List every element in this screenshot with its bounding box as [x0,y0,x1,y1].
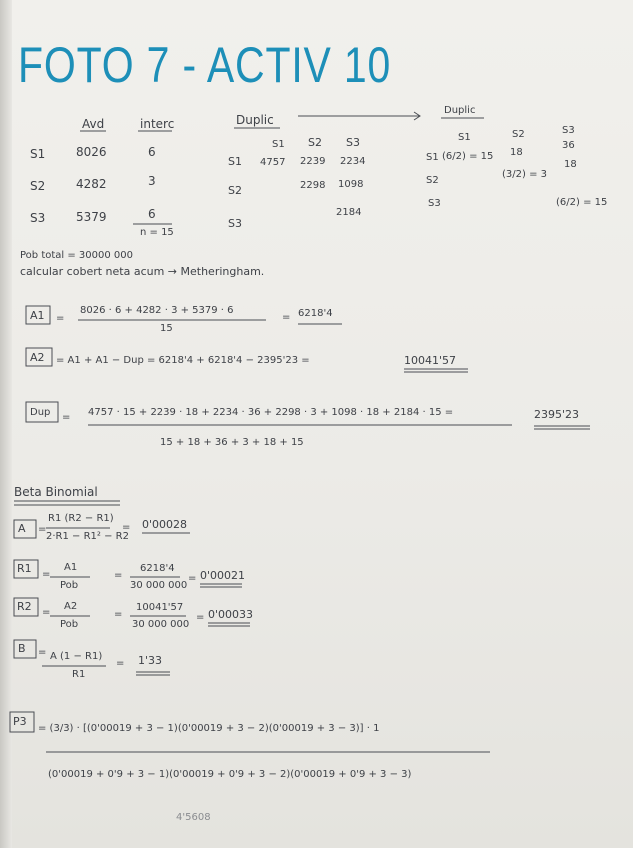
r2-result: 0'00033 [208,608,254,621]
a1-result: 6218'4 [298,308,333,319]
t2-r1-c1: 4757 [260,157,286,168]
r1-den: Pob [60,580,79,591]
avd-s1: 8026 [76,145,107,159]
interc-s2: 3 [148,174,156,188]
t3-r1-c2: 18 [510,147,523,158]
t2-col-s2: S2 [308,136,322,149]
n-note: n = 15 [140,227,174,238]
duplic-header: Duplic [236,113,274,127]
b-denominator: R1 [72,669,86,680]
a1-label: A1 [30,309,45,322]
r1-result: 0'00021 [200,569,246,582]
dup-numerator: 4757 · 15 + 2239 · 18 + 2234 · 36 + 2298 · 3 + 1098 · 18 + 2184 · 15 = [88,407,454,418]
calc-text: calcular cobert neta acum → Metheringham. [20,265,265,278]
t3-r1b: 18 [564,159,577,170]
dup-denominator: 15 + 18 + 36 + 3 + 18 + 15 [160,437,304,448]
t2-r1-c3: 2234 [340,156,366,167]
a1-denominator: 15 [160,323,173,334]
t2-row-s2: S2 [228,184,242,197]
p3-numerator: = (3/3) · [(0'00019 + 3 − 1)(0'00019 + 3 − 2)(0'00019 + 3 − 3)] · 1 [38,723,380,734]
t2-r3-c3: 2184 [336,207,362,218]
r2-num2: 10041'57 [136,602,184,613]
col-header-interc: interc [140,117,175,131]
a1-numerator: 8026 · 6 + 4282 · 3 + 5379 · 6 [80,305,234,316]
a2-result: 10041'57 [404,354,457,367]
r2-label: R2 [17,600,32,613]
dup-label: Dup [30,407,51,418]
row-label-s1: S1 [30,147,46,161]
interc-s3: 6 [148,207,156,221]
dup-result: 2395'23 [534,408,580,421]
b-result: 1'33 [138,654,163,667]
p3-label: P3 [13,715,27,728]
a2-label: A2 [30,351,45,364]
b-label: B [18,642,26,655]
r2-den: Pob [60,619,79,630]
t3-r1-c3: 36 [562,140,575,151]
t2-r2-c3: 1098 [338,179,364,190]
t2-col-s1: S1 [272,139,285,150]
beta-heading: Beta Binomial [14,485,98,499]
t3-r1-c1: (6/2) = 15 [442,151,494,162]
interc-s1: 6 [148,145,156,159]
t3-r3: (6/2) = 15 [556,197,608,208]
a-result: 0'00028 [142,518,188,531]
pob-total: Pob total = 30000 000 [20,250,133,261]
r2-num: A2 [64,601,78,612]
r1-label: R1 [17,562,32,575]
avd-s3: 5379 [76,210,107,224]
t3-row-s3: S3 [428,198,441,209]
b-numerator: A (1 − R1) [50,651,103,662]
duplic-header-2: Duplic [444,105,476,116]
a2-expression: = A1 + A1 − Dup = 6218'4 + 6218'4 − 2395'23 = [56,355,310,366]
a-numerator: R1 (R2 − R1) [48,513,114,524]
t2-col-s3: S3 [346,136,360,149]
t3-r2: (3/2) = 3 [502,169,547,180]
p3-faint-result: 4'5608 [176,812,211,823]
row-label-s2: S2 [30,179,46,193]
t3-row-s1: S1 [426,152,439,163]
p3-denominator: (0'00019 + 0'9 + 3 − 1)(0'00019 + 0'9 + 3 − 2)(0'00019 + 0'9 + 3 − 3) [48,769,412,780]
t3-col-s3: S3 [562,125,575,136]
t3-col-s1: S1 [458,132,471,143]
t3-row-s2: S2 [426,175,439,186]
a-label: A [18,522,26,535]
page-title: FOTO 7 - ACTIV 10 [18,37,392,93]
avd-s2: 4282 [76,177,107,191]
r1-num2: 6218'4 [140,563,175,574]
t3-col-s2: S2 [512,129,525,140]
a-denominator: 2·R1 − R1² − R2 [46,531,129,542]
r1-num: A1 [64,562,78,573]
t2-r2-c2: 2298 [300,180,326,191]
r1-den2: 30 000 000 [130,580,188,591]
r2-den2: 30 000 000 [132,619,190,630]
t2-r1-c2: 2239 [300,156,326,167]
t2-row-s1: S1 [228,155,242,168]
row-label-s3: S3 [30,211,46,225]
t2-row-s3: S3 [228,217,242,230]
col-header-avd: Avd [82,117,105,131]
